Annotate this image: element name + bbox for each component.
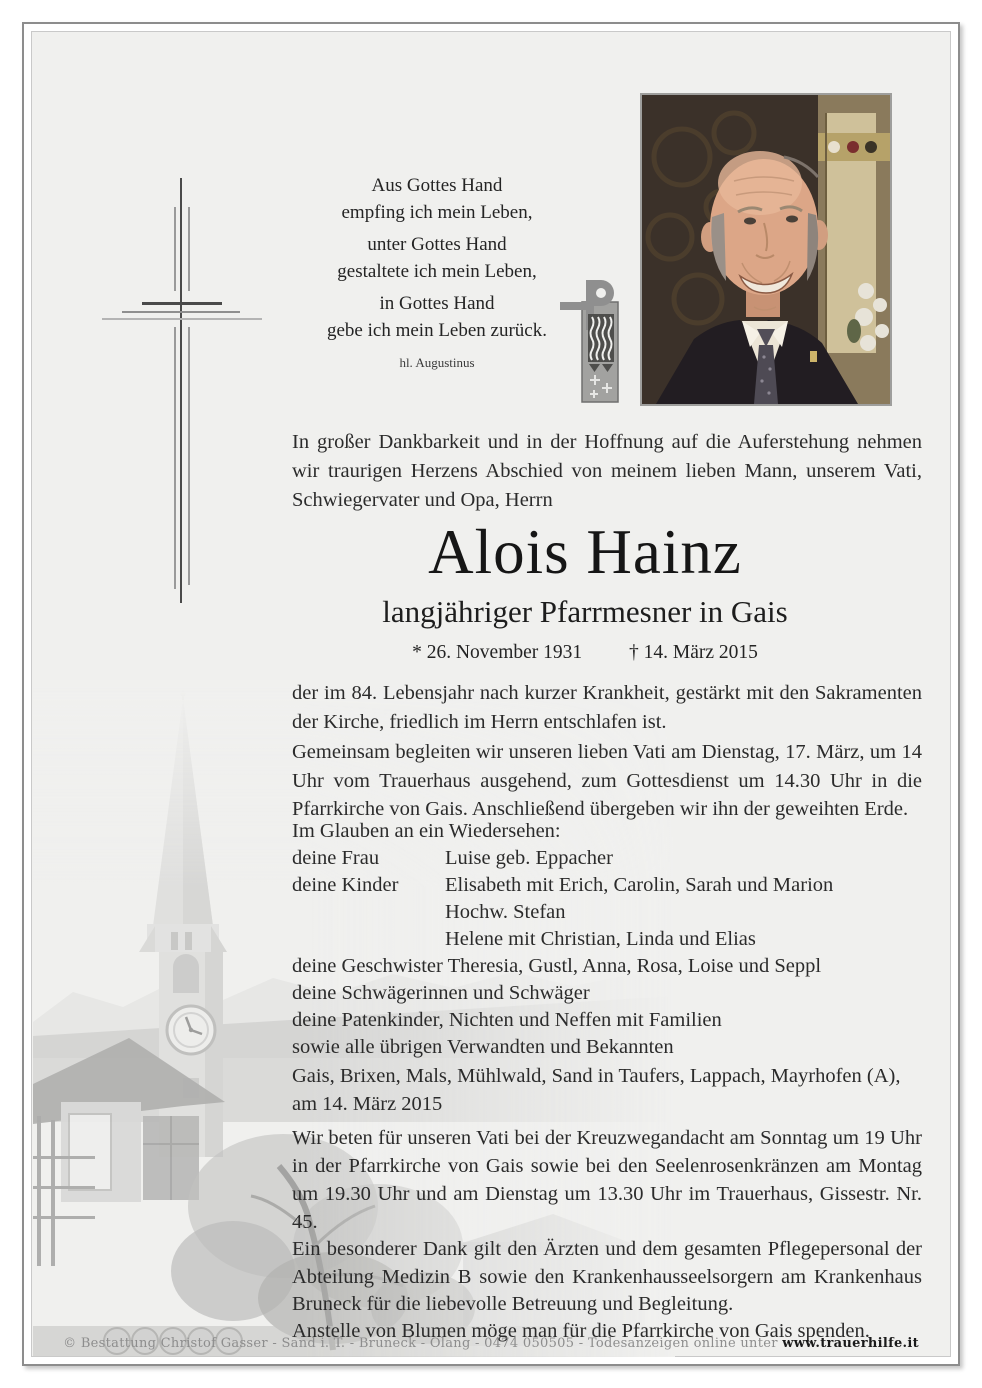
- dateline: [292, 1062, 922, 1118]
- mourner-row: deine Schwägerinnen und Schwäger: [292, 982, 590, 1004]
- date-line: am 14. März 2015: [292, 1093, 443, 1115]
- deceased-header: [250, 515, 920, 664]
- places-line: Gais, Brixen, Mals, Mühlwald, Sand in Taufers, Lappach, Mayrhofen (A),: [292, 1065, 901, 1087]
- deceased-title: langjähriger Pfarrmesner in Gais: [382, 594, 788, 629]
- mourner-label: deine Frau: [292, 847, 380, 869]
- prayers-paragraph: Wir beten für unseren Vati bei der Kreuzwegandacht am Sonntag um 19 Uhr in der Pfarrkirche von Gais sowie bei den Seelenrosenkränzen am Montag um 19.30 Uhr und am Dienstag um 13.30 Uhr im Trauerhaus, Gissestr. Nr. 45.: [292, 1127, 922, 1233]
- quote-attribution: hl. Augustinus: [399, 355, 475, 370]
- quote-line: gestaltete ich mein Leben,: [337, 261, 537, 282]
- publisher-text: © Bestattung Christof Gasser - Sand i. T. - Bruneck - Olang - 0474 050505 - Todesanzeigen online unter: [63, 1336, 783, 1351]
- mourner-row: [292, 899, 932, 926]
- mourner-names: Luise geb. Eppacher: [445, 847, 613, 869]
- passing-paragraph: der im 84. Lebensjahr nach kurzer Krankheit, gestärkt mit den Sakramenten der Kirche, friedlich im Herrn entschlafen ist.: [292, 682, 922, 733]
- life-dates: [250, 642, 920, 664]
- mourner-row: [292, 845, 932, 872]
- thanks-paragraph: Ein besonderer Dank gilt den Ärzten und dem gesamten Pflegepersonal der Abteilung Medizin B sowie den Krankenhausseelsorgern am Krankenhaus Bruneck für die liebevolle Betreuung und Begleitung.: [292, 1238, 922, 1315]
- intro-paragraph: In großer Dankbarkeit und in der Hoffnung auf die Auferstehung nehmen wir traurigen Herzens Abschied von meinem lieben Mann, unserem Vati, Schwiegervater und Opa, Herrn: [292, 431, 922, 511]
- quote-line: empfing ich mein Leben,: [341, 202, 533, 223]
- quote-line: Aus Gottes Hand: [371, 175, 503, 196]
- publisher-website: www.trauerhilfe.it: [782, 1336, 919, 1351]
- mourners-list: [292, 818, 932, 1061]
- mourner-names: Hochw. Stefan: [445, 901, 566, 923]
- mourner-row: [292, 872, 932, 899]
- donations-paragraph: Anstelle von Blumen möge man für die Pfarrkirche von Gais spenden.: [292, 1320, 870, 1342]
- mourner-names: Elisabeth mit Erich, Carolin, Sarah und Marion: [445, 874, 834, 896]
- mourner-row: [292, 926, 932, 953]
- chi-rho-candle-icon: [558, 276, 622, 406]
- mourner-row: sowie alle übrigen Verwandten und Bekannten: [292, 1036, 674, 1058]
- quote-line: in Gottes Hand: [379, 293, 495, 314]
- publisher-footer: [45, 1336, 937, 1351]
- mourner-row: deine Geschwister Theresia, Gustl, Anna, Rosa, Loise und Seppl: [292, 955, 822, 977]
- birth-date: * 26. November 1931: [412, 642, 583, 663]
- mourners-header: Im Glauben an ein Wiedersehen:: [292, 820, 561, 842]
- death-date: † 14. März 2015: [629, 642, 758, 663]
- quote-line: unter Gottes Hand: [367, 234, 507, 255]
- mourner-names: Helene mit Christian, Linda und Elias: [445, 928, 756, 950]
- deceased-name: Alois Hainz: [428, 517, 742, 587]
- memorial-quote: [268, 172, 606, 376]
- quote-line: gebe ich mein Leben zurück.: [327, 320, 547, 341]
- funeral-paragraph: Gemeinsam begleiten wir unseren lieben Vati am Dienstag, 17. März, um 14 Uhr vom Trauerhaus ausgehend, zum Gottesdienst um 14.30 Uhr in die Pfarrkirche von Gais. Anschließend übergeben wir ihn der geweihten Erde.: [292, 741, 922, 820]
- mourner-row: deine Patenkinder, Nichten und Neffen mit Familien: [292, 1009, 722, 1031]
- mourner-label: deine Kinder: [292, 874, 399, 896]
- portrait-photo: [640, 93, 892, 406]
